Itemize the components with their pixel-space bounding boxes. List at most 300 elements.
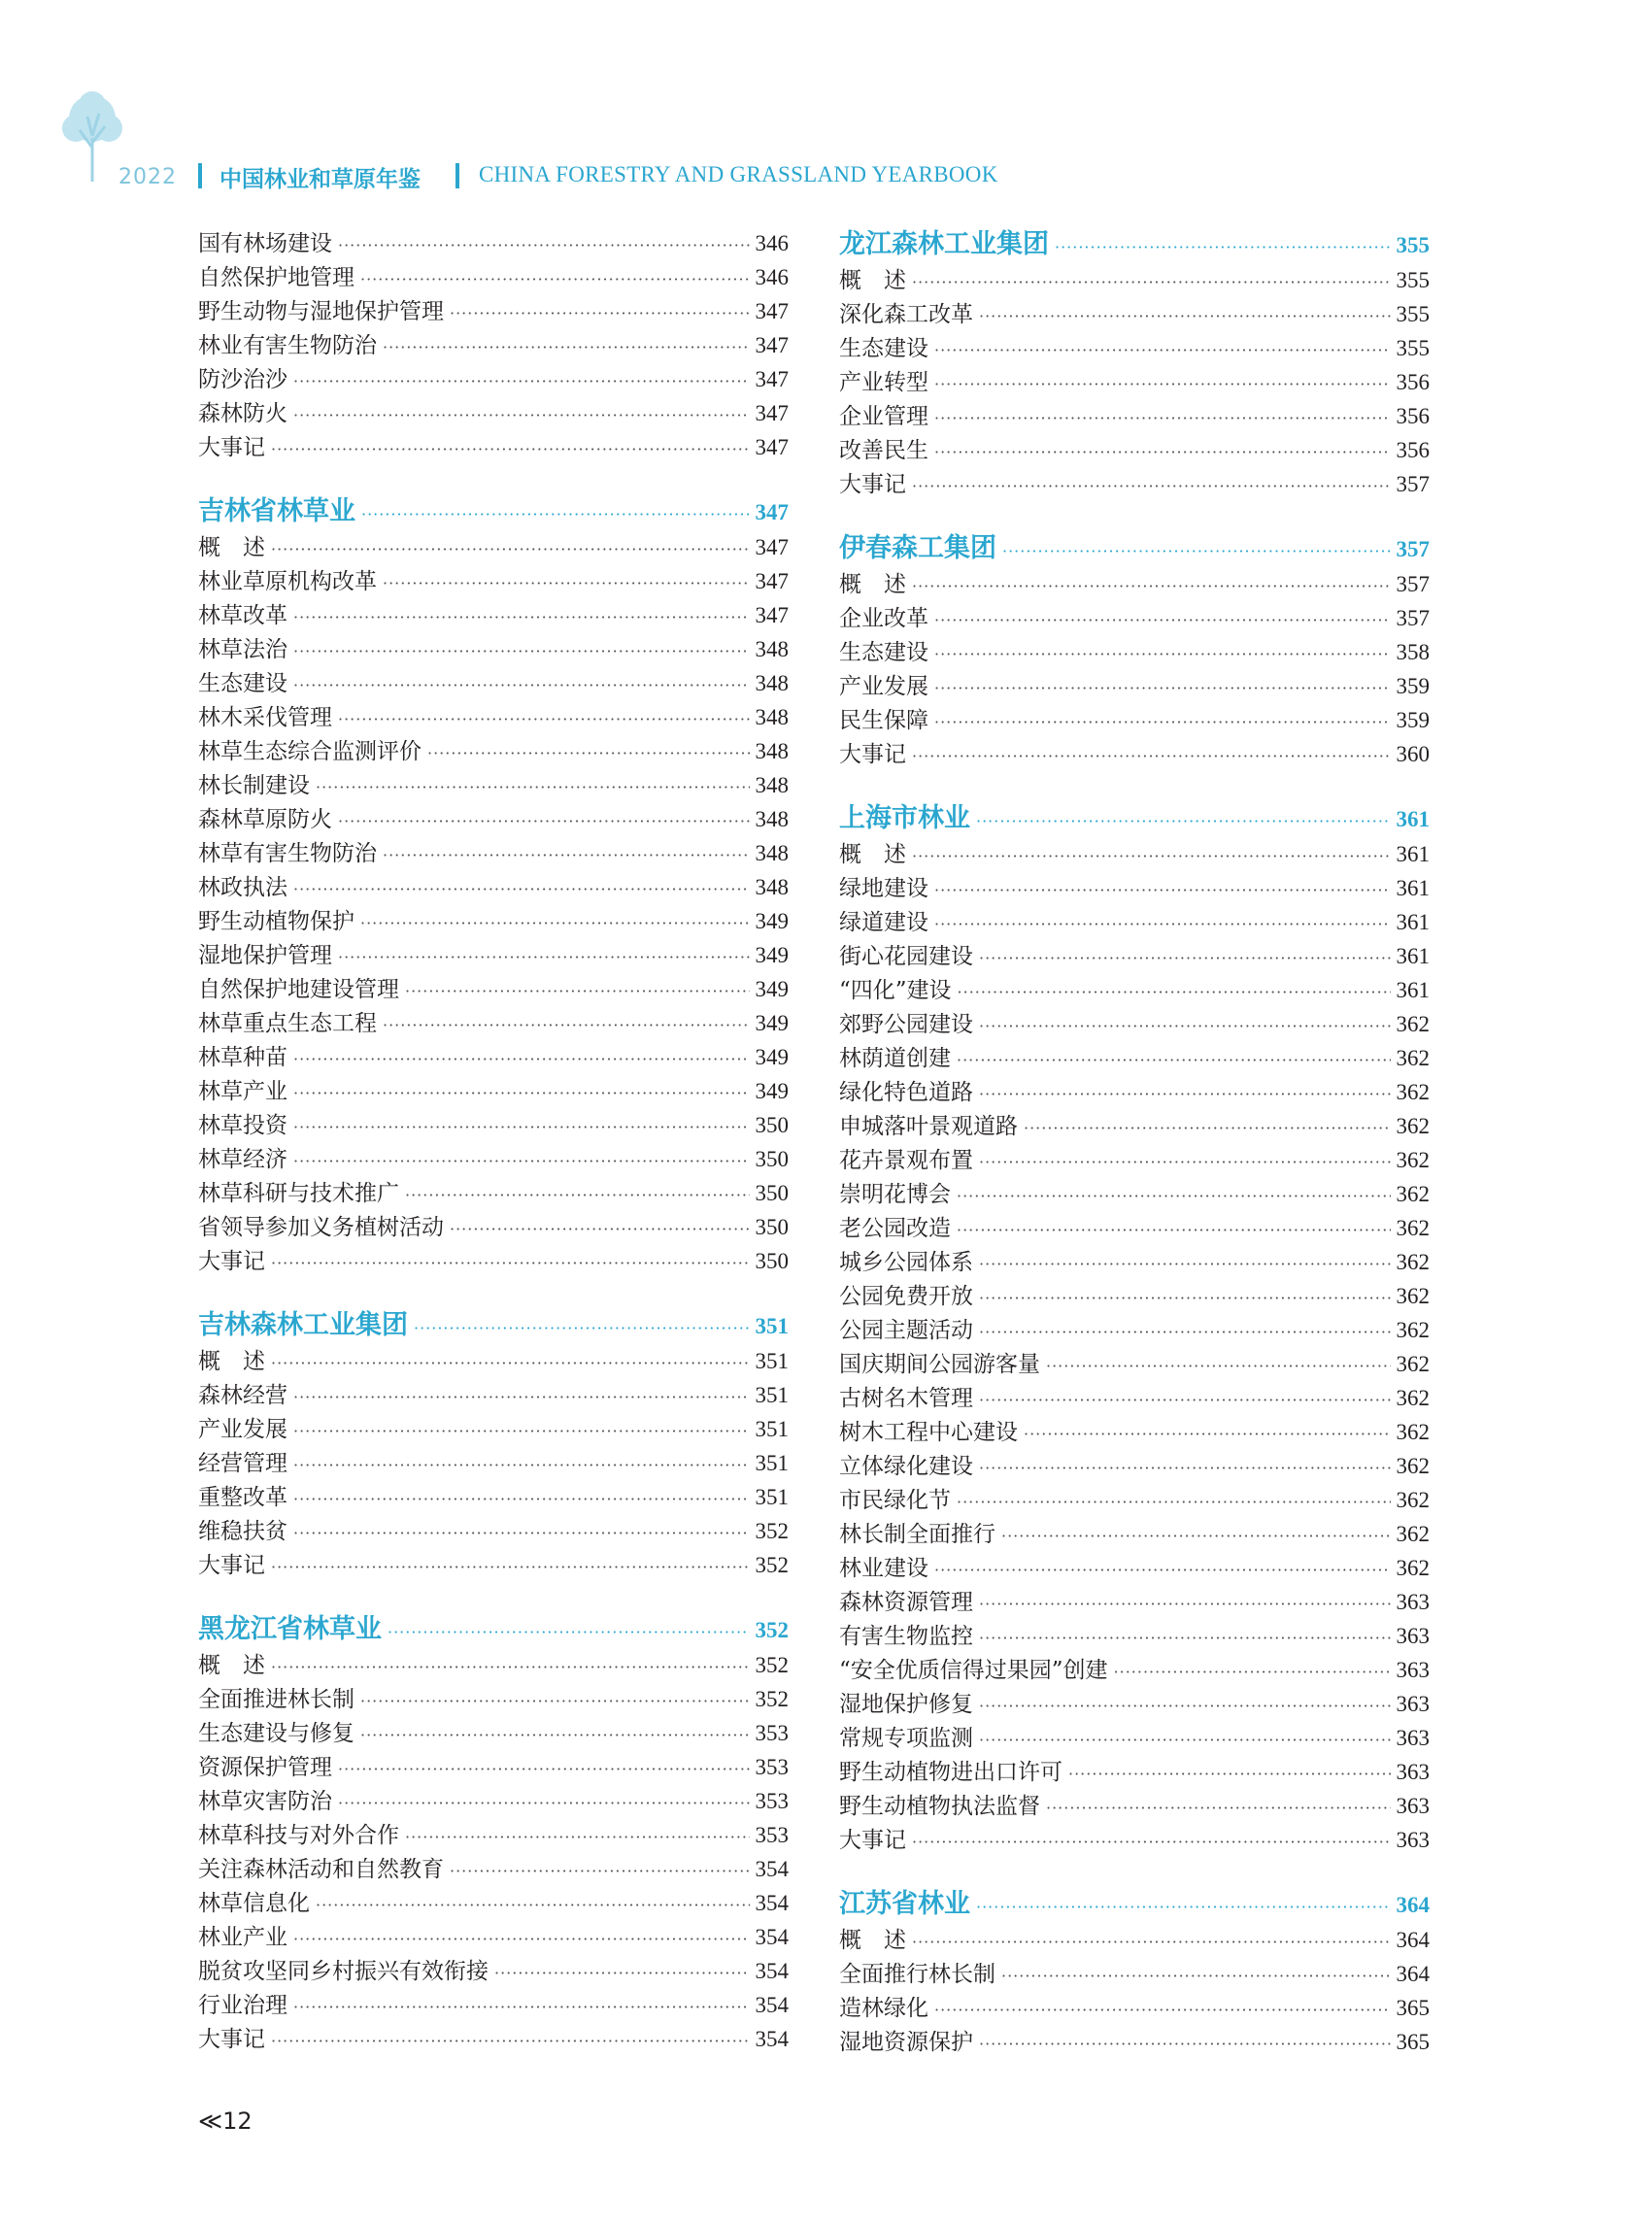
- toc-entry[interactable]: [839, 1415, 1430, 1449]
- toc-entry-label: 林政执法: [198, 875, 287, 900]
- toc-entry-label: 林草法治: [198, 637, 287, 662]
- toc-entry[interactable]: [198, 362, 789, 396]
- toc-entry-page: 362: [1396, 1148, 1430, 1172]
- toc-entry[interactable]: [198, 870, 789, 904]
- toc-entry[interactable]: [839, 1279, 1430, 1313]
- toc-entry-label: 花卉景观布置: [839, 1148, 973, 1173]
- leader-dots: [934, 603, 1391, 637]
- toc-entry[interactable]: [839, 1483, 1430, 1517]
- leader-dots: [316, 770, 750, 804]
- leader-dots: [383, 1008, 750, 1042]
- toc-entry[interactable]: [839, 1619, 1430, 1653]
- toc-entry[interactable]: [839, 1991, 1430, 2025]
- toc-entry-page: 353: [755, 1721, 789, 1745]
- toc-entry-page: 364: [1396, 1928, 1430, 1952]
- toc-section-heading[interactable]: [839, 530, 1430, 567]
- toc-entry-label: 公园免费开放: [839, 1284, 973, 1309]
- toc-entry[interactable]: [198, 700, 789, 734]
- toc-entry-label: 概 述: [198, 1349, 265, 1374]
- leader-dots: [361, 496, 750, 533]
- toc-entry[interactable]: [839, 1381, 1430, 1415]
- toc-entry-label: 古树名木管理: [839, 1386, 973, 1411]
- leader-dots: [450, 296, 750, 330]
- toc-entry-page: 351: [755, 1485, 789, 1509]
- toc-entry-label: 资源保护管理: [198, 1755, 332, 1780]
- toc-entry-page: 363: [1396, 1590, 1430, 1614]
- toc-entry-label: 老公园改造: [839, 1216, 951, 1241]
- leader-dots: [293, 1380, 750, 1414]
- toc-entry[interactable]: [198, 598, 789, 632]
- toc-entry-page: 347: [755, 435, 789, 459]
- toc-entry-page: 346: [755, 265, 789, 289]
- toc-entry[interactable]: [839, 837, 1430, 871]
- leader-dots: [293, 1076, 750, 1110]
- toc-entry-page: 365: [1396, 2030, 1430, 2054]
- toc-section-heading[interactable]: [839, 800, 1430, 837]
- toc-entry[interactable]: [198, 564, 789, 598]
- toc-entry[interactable]: [839, 399, 1430, 433]
- toc-entry-page: 363: [1396, 1658, 1430, 1682]
- toc-section-heading[interactable]: [198, 493, 789, 530]
- toc-entry[interactable]: [839, 1007, 1430, 1041]
- toc-entry-label: 常规专项监测: [839, 1726, 973, 1751]
- toc-entry[interactable]: [839, 737, 1430, 771]
- toc-entry[interactable]: [198, 430, 789, 464]
- toc-entry-page: 363: [1396, 1624, 1430, 1648]
- toc-entry[interactable]: [198, 1244, 789, 1278]
- leader-dots: [979, 1281, 1391, 1315]
- leader-dots: [405, 974, 750, 1008]
- toc-entry[interactable]: [198, 768, 789, 802]
- toc-entry-label: 绿道建设: [839, 910, 928, 935]
- toc-entry[interactable]: [839, 1823, 1430, 1857]
- leader-dots: [383, 566, 750, 600]
- toc-entry-page: 349: [755, 1079, 789, 1103]
- yearbook-year: 2022: [118, 165, 177, 189]
- toc-entry-label: 重整改革: [198, 1485, 287, 1510]
- toc-entry[interactable]: [198, 1648, 789, 1682]
- toc-entry[interactable]: [839, 1041, 1430, 1075]
- toc-entry[interactable]: [198, 972, 789, 1006]
- toc-entry[interactable]: [198, 1074, 789, 1108]
- toc-entry-label: 林草科研与技术推广: [198, 1181, 399, 1206]
- toc-entry-page: 351: [755, 1451, 789, 1475]
- leader-dots: [360, 262, 750, 296]
- toc-entry[interactable]: [839, 703, 1430, 737]
- toc-entry[interactable]: [839, 939, 1430, 973]
- toc-entry-label: 林草改革: [198, 603, 287, 628]
- toc-entry[interactable]: [198, 1514, 789, 1548]
- toc-entry[interactable]: [198, 1446, 789, 1480]
- toc-entry-page: 350: [755, 1147, 789, 1171]
- toc-entry-page: 346: [755, 231, 789, 255]
- leader-dots: [979, 1689, 1391, 1723]
- toc-left-column: [198, 226, 789, 2056]
- toc-entry-page: 349: [755, 909, 789, 933]
- toc-entry-page: 361: [1396, 842, 1430, 866]
- toc-entry[interactable]: [839, 297, 1430, 331]
- toc-entry-label: 生态建设与修复: [198, 1721, 354, 1746]
- toc-entry-page: 356: [1396, 438, 1430, 462]
- leader-dots: [383, 330, 750, 364]
- toc-entry[interactable]: [198, 1716, 789, 1750]
- toc-entry-page: 350: [755, 1215, 789, 1239]
- toc-entry-label: 脱贫攻坚同乡村振兴有效衔接: [198, 1959, 489, 1984]
- toc-entry[interactable]: [198, 226, 789, 260]
- leader-dots: [912, 569, 1391, 603]
- toc-entry[interactable]: [198, 260, 789, 294]
- leader-dots: [383, 838, 750, 872]
- leader-dots: [271, 1550, 750, 1584]
- toc-entry-page: 347: [755, 299, 789, 323]
- leader-dots: [934, 637, 1391, 671]
- toc-entry[interactable]: [839, 1347, 1430, 1381]
- toc-entry[interactable]: [198, 1750, 789, 1784]
- toc-entry-page: 361: [1396, 944, 1430, 968]
- toc-entry[interactable]: [839, 1721, 1430, 1755]
- toc-entry-label: 维稳扶贫: [198, 1519, 287, 1544]
- toc-section-heading-page: 351: [755, 1314, 789, 1338]
- toc-entry-label: 概 述: [839, 842, 906, 867]
- toc-entry-page: 362: [1396, 1046, 1430, 1070]
- leader-dots: [976, 1889, 1391, 1926]
- toc-entry-label: 林业有害生物防治: [198, 333, 377, 358]
- toc-entry[interactable]: [839, 1923, 1430, 1957]
- toc-entry-page: 349: [755, 943, 789, 967]
- toc-entry[interactable]: [839, 1245, 1430, 1279]
- header-divider: [455, 163, 459, 188]
- toc-entry-label: 湿地保护修复: [839, 1692, 973, 1717]
- leader-dots: [338, 1786, 750, 1820]
- toc-entry-label: 林业建设: [839, 1556, 928, 1581]
- leader-dots: [405, 1178, 750, 1212]
- toc-entry-page: 356: [1396, 404, 1430, 428]
- toc-entry[interactable]: [198, 1818, 789, 1852]
- toc-entry-page: 348: [755, 841, 789, 865]
- toc-entry-page: 359: [1396, 708, 1430, 732]
- toc-entry-label: 森林防火: [198, 401, 287, 426]
- toc-entry[interactable]: [198, 328, 789, 362]
- toc-entry[interactable]: [198, 1784, 789, 1818]
- toc-entry-label: 野生动物与湿地保护管理: [198, 299, 444, 324]
- leader-dots: [934, 401, 1391, 435]
- leader-dots: [979, 1247, 1391, 1281]
- page-number: ≪12: [198, 2107, 253, 2135]
- toc-section-heading-page: 347: [755, 500, 789, 524]
- leader-dots: [293, 600, 750, 634]
- leader-dots: [934, 671, 1391, 705]
- toc-entry-label: 林草重点生态工程: [198, 1011, 377, 1036]
- toc-section-heading-label: 吉林森林工业集团: [198, 1310, 408, 1340]
- leader-dots: [293, 668, 750, 702]
- toc-entry-page: 349: [755, 1011, 789, 1035]
- toc-entry[interactable]: [839, 1109, 1430, 1143]
- toc-entry[interactable]: [198, 294, 789, 328]
- leader-dots: [979, 1315, 1391, 1349]
- toc-entry-label: 造林绿化: [839, 1996, 928, 2021]
- toc-entry-label: 有害生物监控: [839, 1624, 973, 1649]
- toc-entry[interactable]: [839, 263, 1430, 297]
- toc-entry[interactable]: [839, 433, 1430, 467]
- toc-entry-label: 绿化特色道路: [839, 1080, 973, 1105]
- toc-entry[interactable]: [839, 1653, 1430, 1687]
- toc-entry-label: 省领导参加义务植树活动: [198, 1215, 444, 1240]
- toc-entry[interactable]: [839, 1551, 1430, 1585]
- toc-entry[interactable]: [839, 1075, 1430, 1109]
- toc-entry-label: 树木工程中心建设: [839, 1420, 1018, 1445]
- toc-entry[interactable]: [839, 871, 1430, 905]
- toc-entry[interactable]: [839, 1789, 1430, 1823]
- toc-entry[interactable]: [198, 396, 789, 430]
- toc-section-heading-page: 357: [1396, 537, 1430, 561]
- toc-entry-label: 自然保护地建设管理: [198, 977, 399, 1002]
- toc-entry-page: 347: [755, 603, 789, 627]
- toc-entry-page: 354: [755, 1891, 789, 1915]
- toc-entry-label: 森林草原防火: [198, 807, 332, 832]
- leader-dots: [338, 1752, 750, 1786]
- leader-dots: [293, 1482, 750, 1516]
- toc-entry-label: 深化森工改革: [839, 302, 973, 327]
- yearbook-title-cn: 中国林业和草原年鉴: [219, 167, 421, 192]
- toc-entry-page: 363: [1396, 1760, 1430, 1784]
- toc-entry-label: 林草灾害防治: [198, 1789, 332, 1814]
- leader-dots: [934, 873, 1391, 907]
- toc-entry[interactable]: [839, 1517, 1430, 1551]
- leader-dots: [957, 1213, 1391, 1247]
- leader-dots: [271, 1650, 750, 1684]
- toc-entry-page: 349: [755, 1045, 789, 1069]
- toc-entry-label: 概 述: [198, 535, 265, 560]
- leader-dots: [293, 364, 750, 398]
- leader-dots: [934, 1553, 1391, 1587]
- leader-dots: [271, 1246, 750, 1280]
- toc-entry-label: 大事记: [198, 1249, 265, 1274]
- toc-entry[interactable]: [198, 1954, 789, 1988]
- toc-entry-page: 362: [1396, 1352, 1430, 1376]
- toc-entry-page: 352: [755, 1519, 789, 1543]
- toc-entry[interactable]: [839, 467, 1430, 501]
- toc-entry[interactable]: [839, 1313, 1430, 1347]
- leader-dots: [293, 1990, 750, 2024]
- toc-entry[interactable]: [839, 635, 1430, 669]
- toc-entry[interactable]: [198, 632, 789, 666]
- toc-entry[interactable]: [839, 973, 1430, 1007]
- leader-dots: [360, 1718, 750, 1752]
- toc-entry[interactable]: [198, 1006, 789, 1040]
- toc-entry-label: 湿地保护管理: [198, 943, 332, 968]
- leader-dots: [293, 634, 750, 668]
- toc-entry-page: 365: [1396, 1996, 1430, 2020]
- toc-entry[interactable]: [839, 1211, 1430, 1245]
- toc-entry-page: 348: [755, 671, 789, 695]
- toc-section-heading-page: 355: [1396, 233, 1430, 257]
- toc-entry-page: 353: [755, 1823, 789, 1847]
- leader-dots: [979, 299, 1391, 333]
- toc-section-heading[interactable]: [839, 1886, 1430, 1923]
- leader-dots: [316, 1888, 750, 1922]
- toc-entry[interactable]: [839, 2025, 1430, 2059]
- toc-entry-page: 362: [1396, 1080, 1430, 1104]
- toc-entry[interactable]: [839, 1687, 1430, 1721]
- leader-dots: [1001, 1519, 1391, 1553]
- toc-entry-page: 362: [1396, 1556, 1430, 1580]
- toc-entry-label: 概 述: [839, 572, 906, 597]
- toc-entry-label: 林业产业: [198, 1925, 287, 1950]
- toc-entry-page: 348: [755, 739, 789, 763]
- toc-entry[interactable]: [198, 1108, 789, 1142]
- toc-entry-label: 林草生态综合监测评价: [198, 739, 421, 764]
- toc-entry-label: 行业治理: [198, 1993, 287, 2018]
- toc-entry-page: 357: [1396, 572, 1430, 596]
- toc-entry[interactable]: [198, 1142, 789, 1176]
- toc-entry-label: 申城落叶景观道路: [839, 1114, 1018, 1139]
- toc-entry-page: 362: [1396, 1386, 1430, 1410]
- toc-section-heading[interactable]: [839, 226, 1430, 263]
- toc-entry-page: 355: [1396, 268, 1430, 292]
- toc-entry[interactable]: [198, 1480, 789, 1514]
- toc-entry[interactable]: [198, 1210, 789, 1244]
- toc-entry-label: 市民绿化节: [839, 1488, 951, 1513]
- toc-entry[interactable]: [839, 1177, 1430, 1211]
- toc-entry-label: 大事记: [198, 435, 265, 460]
- toc-entry-page: 352: [755, 1653, 789, 1677]
- toc-entry-page: 363: [1396, 1726, 1430, 1750]
- leader-dots: [957, 1485, 1391, 1519]
- toc-entry[interactable]: [198, 1344, 789, 1378]
- leader-dots: [934, 367, 1391, 401]
- leader-dots: [338, 804, 750, 838]
- toc-entry[interactable]: [839, 669, 1430, 703]
- toc-entry[interactable]: [839, 365, 1430, 399]
- toc-entry-label: 林业草原机构改革: [198, 569, 377, 594]
- toc-entry-label: 林草种苗: [198, 1045, 287, 1070]
- header-divider: [198, 163, 202, 188]
- toc-entry-label: 野生动植物进出口许可: [839, 1760, 1062, 1785]
- leader-dots: [958, 975, 1391, 1009]
- leader-dots: [338, 228, 750, 262]
- toc-entry-page: 362: [1396, 1454, 1430, 1478]
- toc-entry-label: 产业转型: [839, 370, 928, 395]
- toc-entry-label: 经营管理: [198, 1451, 287, 1476]
- toc-entry[interactable]: [198, 666, 789, 700]
- toc-entry[interactable]: [198, 1886, 789, 1920]
- toc-entry-label: 企业管理: [839, 404, 928, 429]
- toc-entry[interactable]: [198, 1988, 789, 2022]
- toc-entry[interactable]: [198, 1548, 789, 1582]
- toc-entry[interactable]: [198, 1852, 789, 1886]
- toc-entry-page: 348: [755, 807, 789, 831]
- toc-entry-label: 林草产业: [198, 1079, 287, 1104]
- toc-entry-page: 362: [1396, 1012, 1430, 1036]
- toc-entry-label: 林木采伐管理: [198, 705, 332, 730]
- toc-entry-page: 351: [755, 1383, 789, 1407]
- toc-entry[interactable]: [839, 1755, 1430, 1789]
- toc-entry[interactable]: [839, 905, 1430, 939]
- leader-dots: [293, 1042, 750, 1076]
- toc-entry-page: 364: [1396, 1962, 1430, 1986]
- toc-section-heading-label: 龙江森林工业集团: [839, 229, 1049, 259]
- toc-entry[interactable]: [198, 802, 789, 836]
- toc-entry-page: 357: [1396, 606, 1430, 630]
- toc-entry-page: 355: [1396, 302, 1430, 326]
- leader-dots: [427, 736, 750, 770]
- leader-dots: [360, 906, 750, 940]
- leader-dots: [450, 1854, 750, 1888]
- toc-entry-page: 356: [1396, 370, 1430, 394]
- leader-dots: [271, 1346, 750, 1380]
- page-header: [0, 89, 1652, 196]
- leader-dots: [293, 398, 750, 432]
- toc-entry-page: 347: [755, 401, 789, 425]
- toc-entry[interactable]: [198, 836, 789, 870]
- toc-entry[interactable]: [198, 1920, 789, 1954]
- toc-entry[interactable]: [839, 1957, 1430, 1991]
- toc-section-heading[interactable]: [198, 1307, 789, 1344]
- toc-entry-label: 生态建设: [839, 640, 928, 665]
- toc-section-heading[interactable]: [198, 1611, 789, 1648]
- toc-entry[interactable]: [839, 1585, 1430, 1619]
- toc-entry-page: 361: [1396, 876, 1430, 900]
- toc-entry-label: 大事记: [839, 742, 906, 767]
- toc-entry-page: 347: [755, 333, 789, 357]
- leader-dots: [360, 1684, 750, 1718]
- leader-dots: [979, 1621, 1391, 1655]
- toc-entry-label: 产业发展: [839, 674, 928, 699]
- leader-dots: [912, 839, 1391, 873]
- yearbook-title-en: CHINA FORESTRY AND GRASSLAND YEARBOOK: [479, 162, 998, 186]
- toc-entry[interactable]: [198, 1682, 789, 1716]
- leader-dots: [979, 1723, 1391, 1757]
- toc-section-heading-label: 江苏省林业: [839, 1889, 970, 1919]
- toc-entry-label: 野生动植物保护: [198, 909, 354, 934]
- toc-entry-page: 363: [1396, 1692, 1430, 1716]
- toc-entry-page: 363: [1396, 1828, 1430, 1852]
- toc-entry-label: 企业改革: [839, 606, 928, 631]
- toc-entry-page: 348: [755, 773, 789, 797]
- toc-entry-page: 347: [755, 367, 789, 391]
- toc-entry-label: 林长制建设: [198, 773, 310, 798]
- toc-entry-label: 城乡公园体系: [839, 1250, 973, 1275]
- leader-dots: [1068, 1757, 1391, 1791]
- toc-entry[interactable]: [198, 1412, 789, 1446]
- toc-entry-page: 348: [755, 705, 789, 729]
- toc-entry-page: 353: [755, 1789, 789, 1813]
- leader-dots: [293, 1110, 750, 1144]
- toc-entry[interactable]: [839, 567, 1430, 601]
- toc-entry-label: 概 述: [198, 1653, 265, 1678]
- toc-entry-label: 野生动植物执法监督: [839, 1794, 1040, 1819]
- toc-entry[interactable]: [198, 530, 789, 564]
- toc-entry[interactable]: [198, 2022, 789, 2056]
- toc-entry[interactable]: [839, 601, 1430, 635]
- toc-entry-label: 林草有害生物防治: [198, 841, 377, 866]
- toc-entry[interactable]: [198, 1176, 789, 1210]
- toc-entry[interactable]: [839, 1449, 1430, 1483]
- leader-dots: [388, 1614, 750, 1651]
- toc-entry[interactable]: [198, 734, 789, 768]
- leader-dots: [1001, 1959, 1391, 1993]
- toc-entry[interactable]: [198, 1378, 789, 1412]
- leader-dots: [979, 1383, 1391, 1417]
- leader-dots: [271, 532, 750, 566]
- toc-entry[interactable]: [198, 1040, 789, 1074]
- toc-entry[interactable]: [198, 904, 789, 938]
- toc-entry[interactable]: [839, 331, 1430, 365]
- toc-entry[interactable]: [198, 938, 789, 972]
- leader-dots: [912, 265, 1391, 299]
- leader-dots: [271, 2024, 750, 2058]
- toc-entry[interactable]: [839, 1143, 1430, 1177]
